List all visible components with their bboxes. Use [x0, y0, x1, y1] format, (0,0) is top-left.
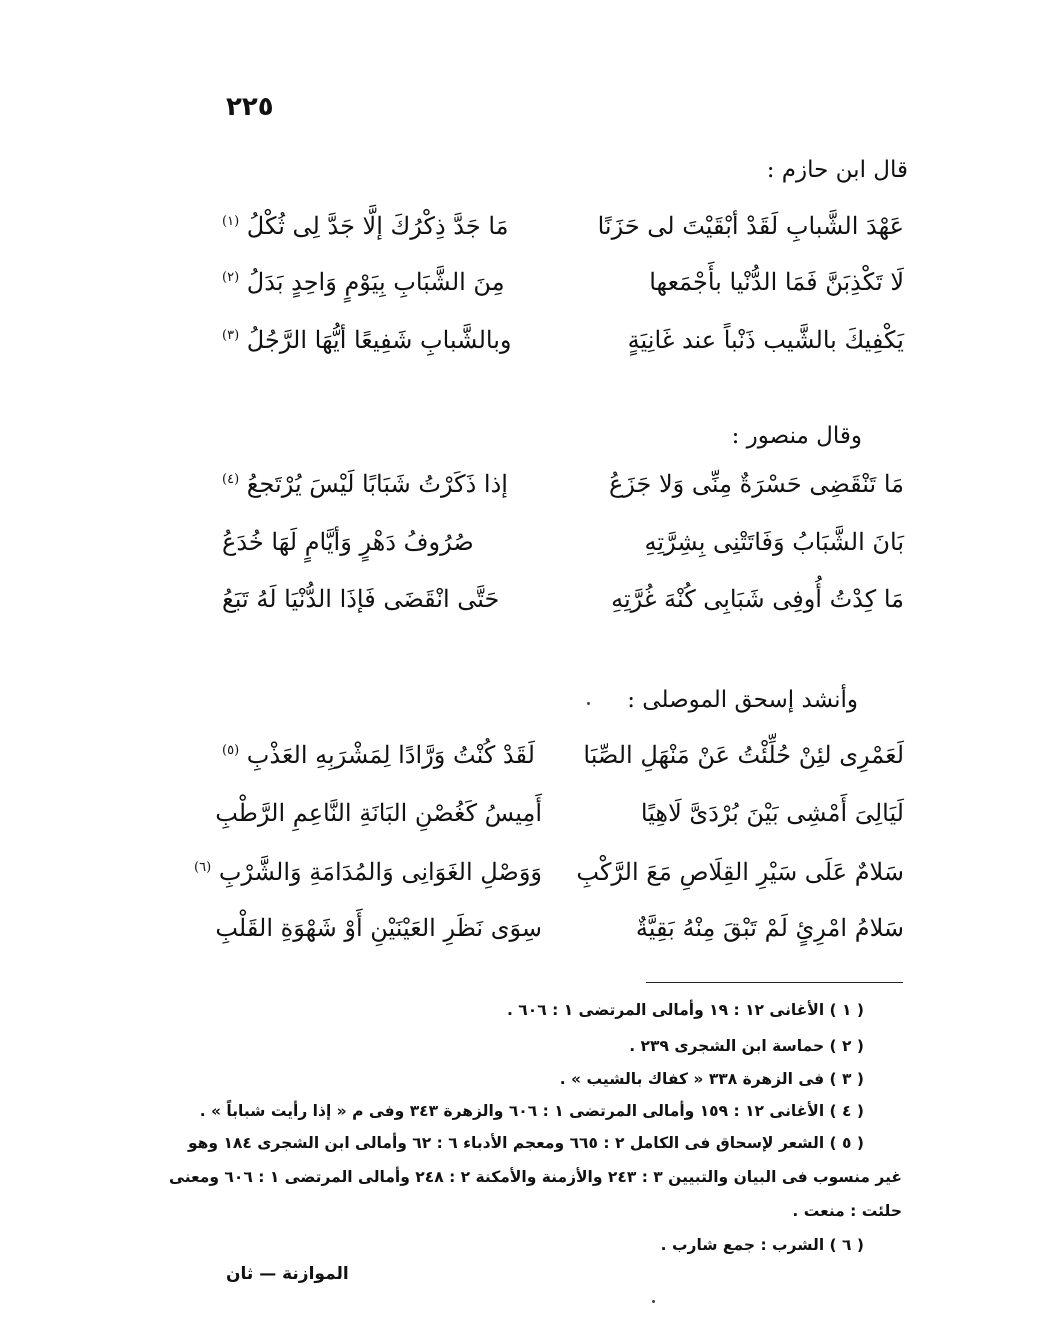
verse-second-hemistich-text: صُرُوفُ دَهْرٍ وَأيَّامٍ لَهَا خُدَعُ: [222, 528, 474, 556]
verse-second-hemistich: [194, 858, 542, 886]
verse-row: [194, 858, 904, 908]
verse-first-hemistich: سَلامٌ عَلَى سَيْرِ القِلَاصِ مَعَ الرَّكْبِ: [576, 858, 904, 886]
verse-second-hemistich-text: لَقَدْ كُنْتُ وَرَّادًا لِمَشْرَبِهِ العَذْبِ: [246, 741, 535, 769]
running-footer: الموازنة — ثان: [226, 1264, 349, 1284]
verse-second-hemistich: [222, 741, 542, 769]
verse-second-hemistich-text: وبالشَّبابِ شَفِيعًا أيُّهَا الرَّجُلُ: [246, 326, 512, 354]
footnote-ref: (٣): [222, 328, 240, 343]
verse-second-hemistich: [215, 914, 542, 942]
verse-first-hemistich: لَا تَكْذِبَنَّ فَمَا الدُّنْيا بأَجْمَعها: [649, 268, 904, 296]
footnote-6: ( ٦ ) الشرب : جمع شارب .: [660, 1236, 864, 1254]
verse-second-hemistich: [222, 326, 542, 354]
verse-first-hemistich: لَيَالِىَ أَمْشِى بَيْنَ بُرْدَىَّ لَاهِيًا: [640, 799, 904, 827]
footnote-5-end: حلئت : منعت .: [792, 1202, 902, 1220]
verse-first-hemistich: لَعَمْرِى لئِنْ حُلِّئْتُ عَنْ مَنْهَلِ الصِّبَا: [583, 741, 904, 769]
verse-row: [222, 326, 904, 376]
verse-first-hemistich: عَهْدَ الشَّبابِ لَقَدْ أبْقَيْتَ لى حَزَنًا: [597, 212, 904, 240]
verse-row: [222, 268, 904, 318]
verse-row: [215, 914, 904, 964]
verse-first-hemistich: بَانَ الشَّبَابُ وَفَاتَتْنِى بِشِرَّتِهِ: [644, 528, 904, 556]
footnote-ref: (١): [222, 214, 240, 229]
footnote-separator: [646, 982, 903, 983]
verse-first-hemistich: سَلامُ امْرِئٍ لَمْ تَبْقَ مِنْهُ بَقِيَّةٌ: [635, 914, 904, 942]
verse-second-hemistich: [222, 528, 542, 556]
page-number: ٢٢٥: [226, 92, 274, 122]
verse-second-hemistich: [222, 212, 542, 240]
section-heading-ishaq-mawsili: وأنشد إسحق الموصلى :: [627, 687, 858, 713]
footnote-ref: (٢): [222, 270, 240, 285]
verse-row: [215, 799, 904, 849]
verse-second-hemistich-text: أَمِيسُ كَغُصْنِ البَانَةِ النَّاعِمِ الرَّطْبِ: [215, 799, 542, 827]
section-heading-mansur: وقال منصور :: [731, 423, 862, 449]
verse-second-hemistich-text: إذا ذَكَرْتُ شَبَابًا لَيْسَ يُرْتَجعُ: [246, 470, 508, 498]
verse-row: [222, 470, 904, 520]
footnote-5: ( ٥ ) الشعر لإسحاق فى الكامل ٢ : ٦٦٥ ومعجم الأدباء ٦ : ٦٢ وأمالى ابن الشجرى ١٨٤ وهو: [187, 1134, 864, 1152]
footnote-1: ( ١ ) الأغانى ١٢ : ١٩ وأمالى المرتضى ١ : ٦٠٦ .: [507, 1001, 864, 1019]
verse-first-hemistich: يَكْفِيكَ بالشَّيب ذَنْباً عند غَانِيَةٍ: [627, 326, 904, 354]
verse-second-hemistich-text: حَتَّى انْقَضَى فَإذَا الدُّنْيَا لَهُ تَبَعُ: [222, 585, 500, 613]
footnote-ref: (٤): [222, 472, 240, 487]
section-heading-ibn-hazim: قال ابن حازم :: [766, 157, 908, 183]
verse-row: [222, 212, 904, 262]
verse-first-hemistich: مَا كِدْتُ أُوفِى شَبَابِى كُنْهَ غُرَّتِهِ: [611, 585, 904, 613]
verse-second-hemistich-text: وَوَصْلِ الغَوَانِى وَالمُدَامَةِ وَالشَّرْبِ: [218, 858, 542, 886]
footnote-4: ( ٤ ) الأغانى ١٢ : ١٥٩ وأمالى المرتضى ١ : ٦٠٦ والزهرة ٣٤٣ وفى م « إذا رأيت شباباً » .: [199, 1102, 864, 1120]
verse-second-hemistich: [222, 470, 542, 498]
verse-second-hemistich-text: مَا جَدَّ ذِكْرُكَ إلَّا جَدَّ لِى ثُكْلُ: [246, 212, 509, 240]
verse-second-hemistich: [222, 268, 542, 296]
footnote-2: ( ٢ ) حماسة ابن الشجرى ٢٣٩ .: [629, 1037, 864, 1055]
footnote-ref: (٥): [222, 743, 240, 758]
verse-row: [222, 585, 904, 635]
verse-second-hemistich: [215, 799, 542, 827]
footnote-ref: (٦): [194, 860, 212, 875]
footnote-5-continued: غير منسوب فى البيان والتبيين ٣ : ٢٤٣ والأزمنة والأمكنة ٢ : ٢٤٨ وأمالى المرتضى ١ : ٦٠٦ ومعنى: [169, 1168, 902, 1186]
print-speck: [587, 702, 590, 705]
verse-first-hemistich: مَا تَنْقَضِى حَسْرَةٌ مِنِّى وَلا جَزَعُ: [608, 470, 904, 498]
verse-second-hemistich: [222, 585, 542, 613]
verse-row: [222, 528, 904, 578]
footnote-3: ( ٣ ) فى الزهرة ٣٣٨ « كفاك بالشيب » .: [559, 1070, 864, 1088]
verse-second-hemistich-text: سِوَى نَظَرِ العَيْنَيْنِ أَوْ شَهْوَةِ القَلْبِ: [215, 914, 542, 942]
verse-row: [222, 741, 904, 791]
print-speck: [652, 1300, 655, 1303]
verse-second-hemistich-text: مِنَ الشَّبَابِ بِيَوْمٍ وَاحِدٍ بَدَلُ: [246, 268, 505, 296]
